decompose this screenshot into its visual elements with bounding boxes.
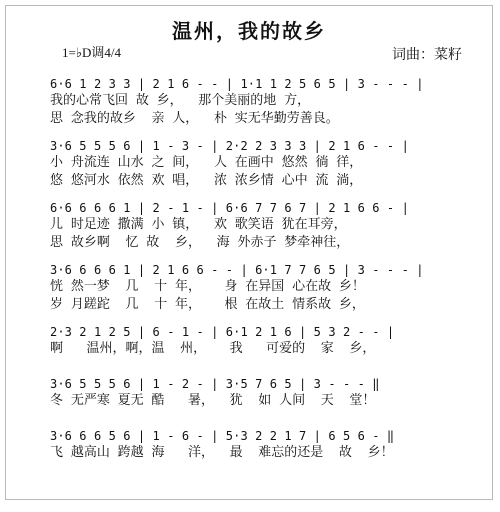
credit-line: 词曲：菜籽 xyxy=(392,46,462,62)
system-7 xyxy=(50,428,470,462)
notation-row: 3·6 6 6 5 6 | 1 - 6 - | 5·3 2 2 1 7 | 6 5 6 - ‖ xyxy=(50,429,395,443)
lyric-line: 悠 悠河水 依然 欢 唱， 浓 浓乡情 心中 流 淌， xyxy=(50,173,363,188)
lyric-line: 恍 然一梦 几 十 年， 身 在异国 心在故 乡！ xyxy=(50,279,365,294)
lyric-line: 儿 时足迹 撒满 小 镇， 欢 歌笑语 犹在耳旁， xyxy=(50,217,347,232)
lyric-line: 思 念我的故乡 亲 人， 朴 实无华勤劳善良。 xyxy=(50,111,339,126)
lyric-line: 啊 温州，啊，温 州， 我 可爱的 家 乡， xyxy=(50,341,376,356)
score-sheet xyxy=(5,5,493,500)
lyric-line: 小 舟流连 山水 之 间， 人 在画中 悠然 徜 徉， xyxy=(50,155,363,170)
notation-row: 3·6 5 5 5 6 | 1 - 2 - | 3·5 7 6 5 | 3 - - - ‖ xyxy=(50,377,380,391)
lyric-line: 冬 无严寒 夏无 酷 暑， 犹 如 人间 天 堂！ xyxy=(50,393,376,408)
system-3 xyxy=(50,200,470,252)
lyric-line: 思 故乡啊 忆 故 乡， 海 外赤子 梦牵神往， xyxy=(50,235,350,250)
notation-row: 3·6 6 6 6 1 | 2 1 6 6 - - | 6·1 7 7 6 5 | 3 - - - | xyxy=(50,263,424,277)
system-4 xyxy=(50,262,470,314)
system-1 xyxy=(50,76,470,128)
system-6 xyxy=(50,376,470,410)
song-title: 温州，我的故乡 xyxy=(172,19,326,43)
notation-row: 2·3 2 1 2 5 | 6 - 1 - | 6·1 2 1 6 | 5 3 2 - - | xyxy=(50,325,395,339)
notation-row: 6·6 6 6 6 1 | 2 - 1 - | 6·6 7 7 6 7 | 2 1 6 6 - | xyxy=(50,201,409,215)
lyric-line: 我的心常飞回 故 乡， 那个美丽的地 方， xyxy=(50,93,311,108)
system-5 xyxy=(50,324,470,358)
key-signature: 1=♭D调4/4 xyxy=(62,45,121,60)
lyric-line: 飞 越高山 跨越 海 洋， 最 难忘的还是 故 乡！ xyxy=(50,445,394,460)
notation-row: 3·6 5 5 5 6 | 1 - 3 - | 2·2 2 3 3 3 | 2 1 6 - - | xyxy=(50,139,409,153)
notation-row: 6·6 1 2 3 3 | 2 1 6 - - | 1·1 1 2 5 6 5 | 3 - - - | xyxy=(50,77,424,91)
system-2 xyxy=(50,138,470,190)
lyric-line: 岁 月蹉跎 几 十 年， 根 在故土 情系故 乡， xyxy=(50,297,365,312)
